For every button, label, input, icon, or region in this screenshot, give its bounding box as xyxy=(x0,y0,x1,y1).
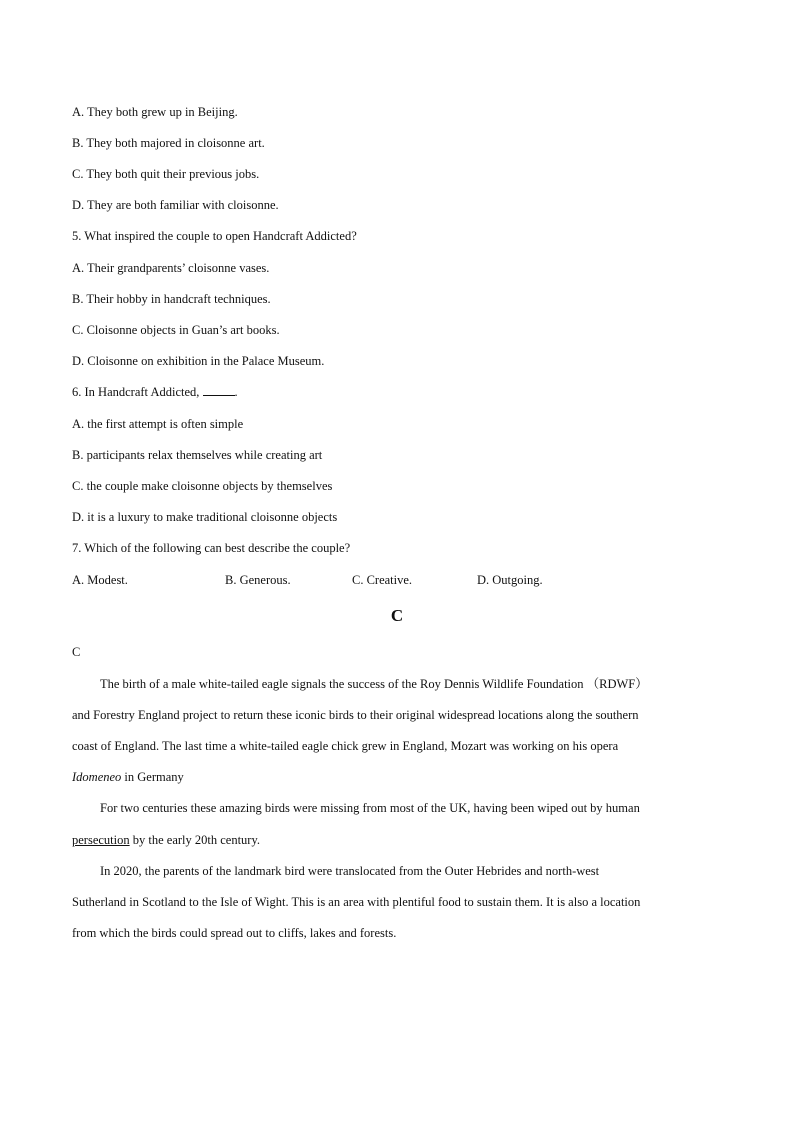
q6-stem-text: 6. In Handcraft Addicted, xyxy=(72,385,203,399)
q6-stem xyxy=(72,384,238,400)
section-heading: C xyxy=(390,606,404,625)
q5-stem: 5. What inspired the couple to open Handcraft Addicted? xyxy=(72,229,357,243)
q4-option-d: D. They are both familiar with cloisonne. xyxy=(72,198,279,212)
q7-stem: 7. Which of the following can best describe the couple? xyxy=(72,541,351,555)
underlined-word: persecution xyxy=(72,833,130,847)
passage-p1-line-1: The birth of a male white-tailed eagle signals the success of the Roy Dennis Wildlife Foundation （RDWF） xyxy=(100,677,648,691)
q7-option-d: D. Outgoing. xyxy=(477,573,543,587)
q6-option-d: D. it is a luxury to make traditional cloisonne objects xyxy=(72,510,338,524)
passage-p3-line-3: from which the birds could spread out to cliffs, lakes and forests. xyxy=(72,926,397,940)
q6-option-b: B. participants relax themselves while creating art xyxy=(72,448,323,462)
q6-option-a: A. the first attempt is often simple xyxy=(72,417,244,431)
q7-option-a: A. Modest. xyxy=(72,573,128,587)
q5-option-a: A. Their grandparents’ cloisonne vases. xyxy=(72,261,270,275)
q6-stem-end: . xyxy=(234,385,238,399)
q6-answer-blank xyxy=(203,384,235,396)
passage-p2-line-1: For two centuries these amazing birds were missing from most of the UK, having been wiped out by human xyxy=(100,801,640,815)
opera-title: Idomeneo xyxy=(72,770,122,784)
q4-option-c: C. They both quit their previous jobs. xyxy=(72,167,260,181)
q4-option-b: B. They both majored in cloisonne art. xyxy=(72,136,265,150)
section-label: C xyxy=(72,645,81,659)
passage-p1-line-4-rest: in Germany xyxy=(121,770,184,784)
q5-option-b: B. Their hobby in handcraft techniques. xyxy=(72,292,271,306)
passage-p2-line-2 xyxy=(72,832,260,848)
q5-option-c: C. Cloisonne objects in Guan’s art books. xyxy=(72,323,280,337)
passage-p1-line-2: and Forestry England project to return these iconic birds to their original widespread locations along the southern xyxy=(72,708,639,722)
passage-p2-line-2-rest: by the early 20th century. xyxy=(129,833,261,847)
passage-p3-line-1: In 2020, the parents of the landmark bird were translocated from the Outer Hebrides and north-west xyxy=(100,864,600,878)
q6-option-c: C. the couple make cloisonne objects by themselves xyxy=(72,479,333,493)
q7-option-b: B. Generous. xyxy=(225,573,291,587)
q4-option-a: A. They both grew up in Beijing. xyxy=(72,105,238,119)
passage-p1-line-3: coast of England. The last time a white-tailed eagle chick grew in England, Mozart was working on his opera xyxy=(72,739,619,753)
passage-p1-line-4 xyxy=(72,769,184,785)
q7-option-c: C. Creative. xyxy=(352,573,413,587)
q5-option-d: D. Cloisonne on exhibition in the Palace Museum. xyxy=(72,354,325,368)
passage-p3-line-2: Sutherland in Scotland to the Isle of Wight. This is an area with plentiful food to sustain them. It is also a location xyxy=(72,895,641,909)
